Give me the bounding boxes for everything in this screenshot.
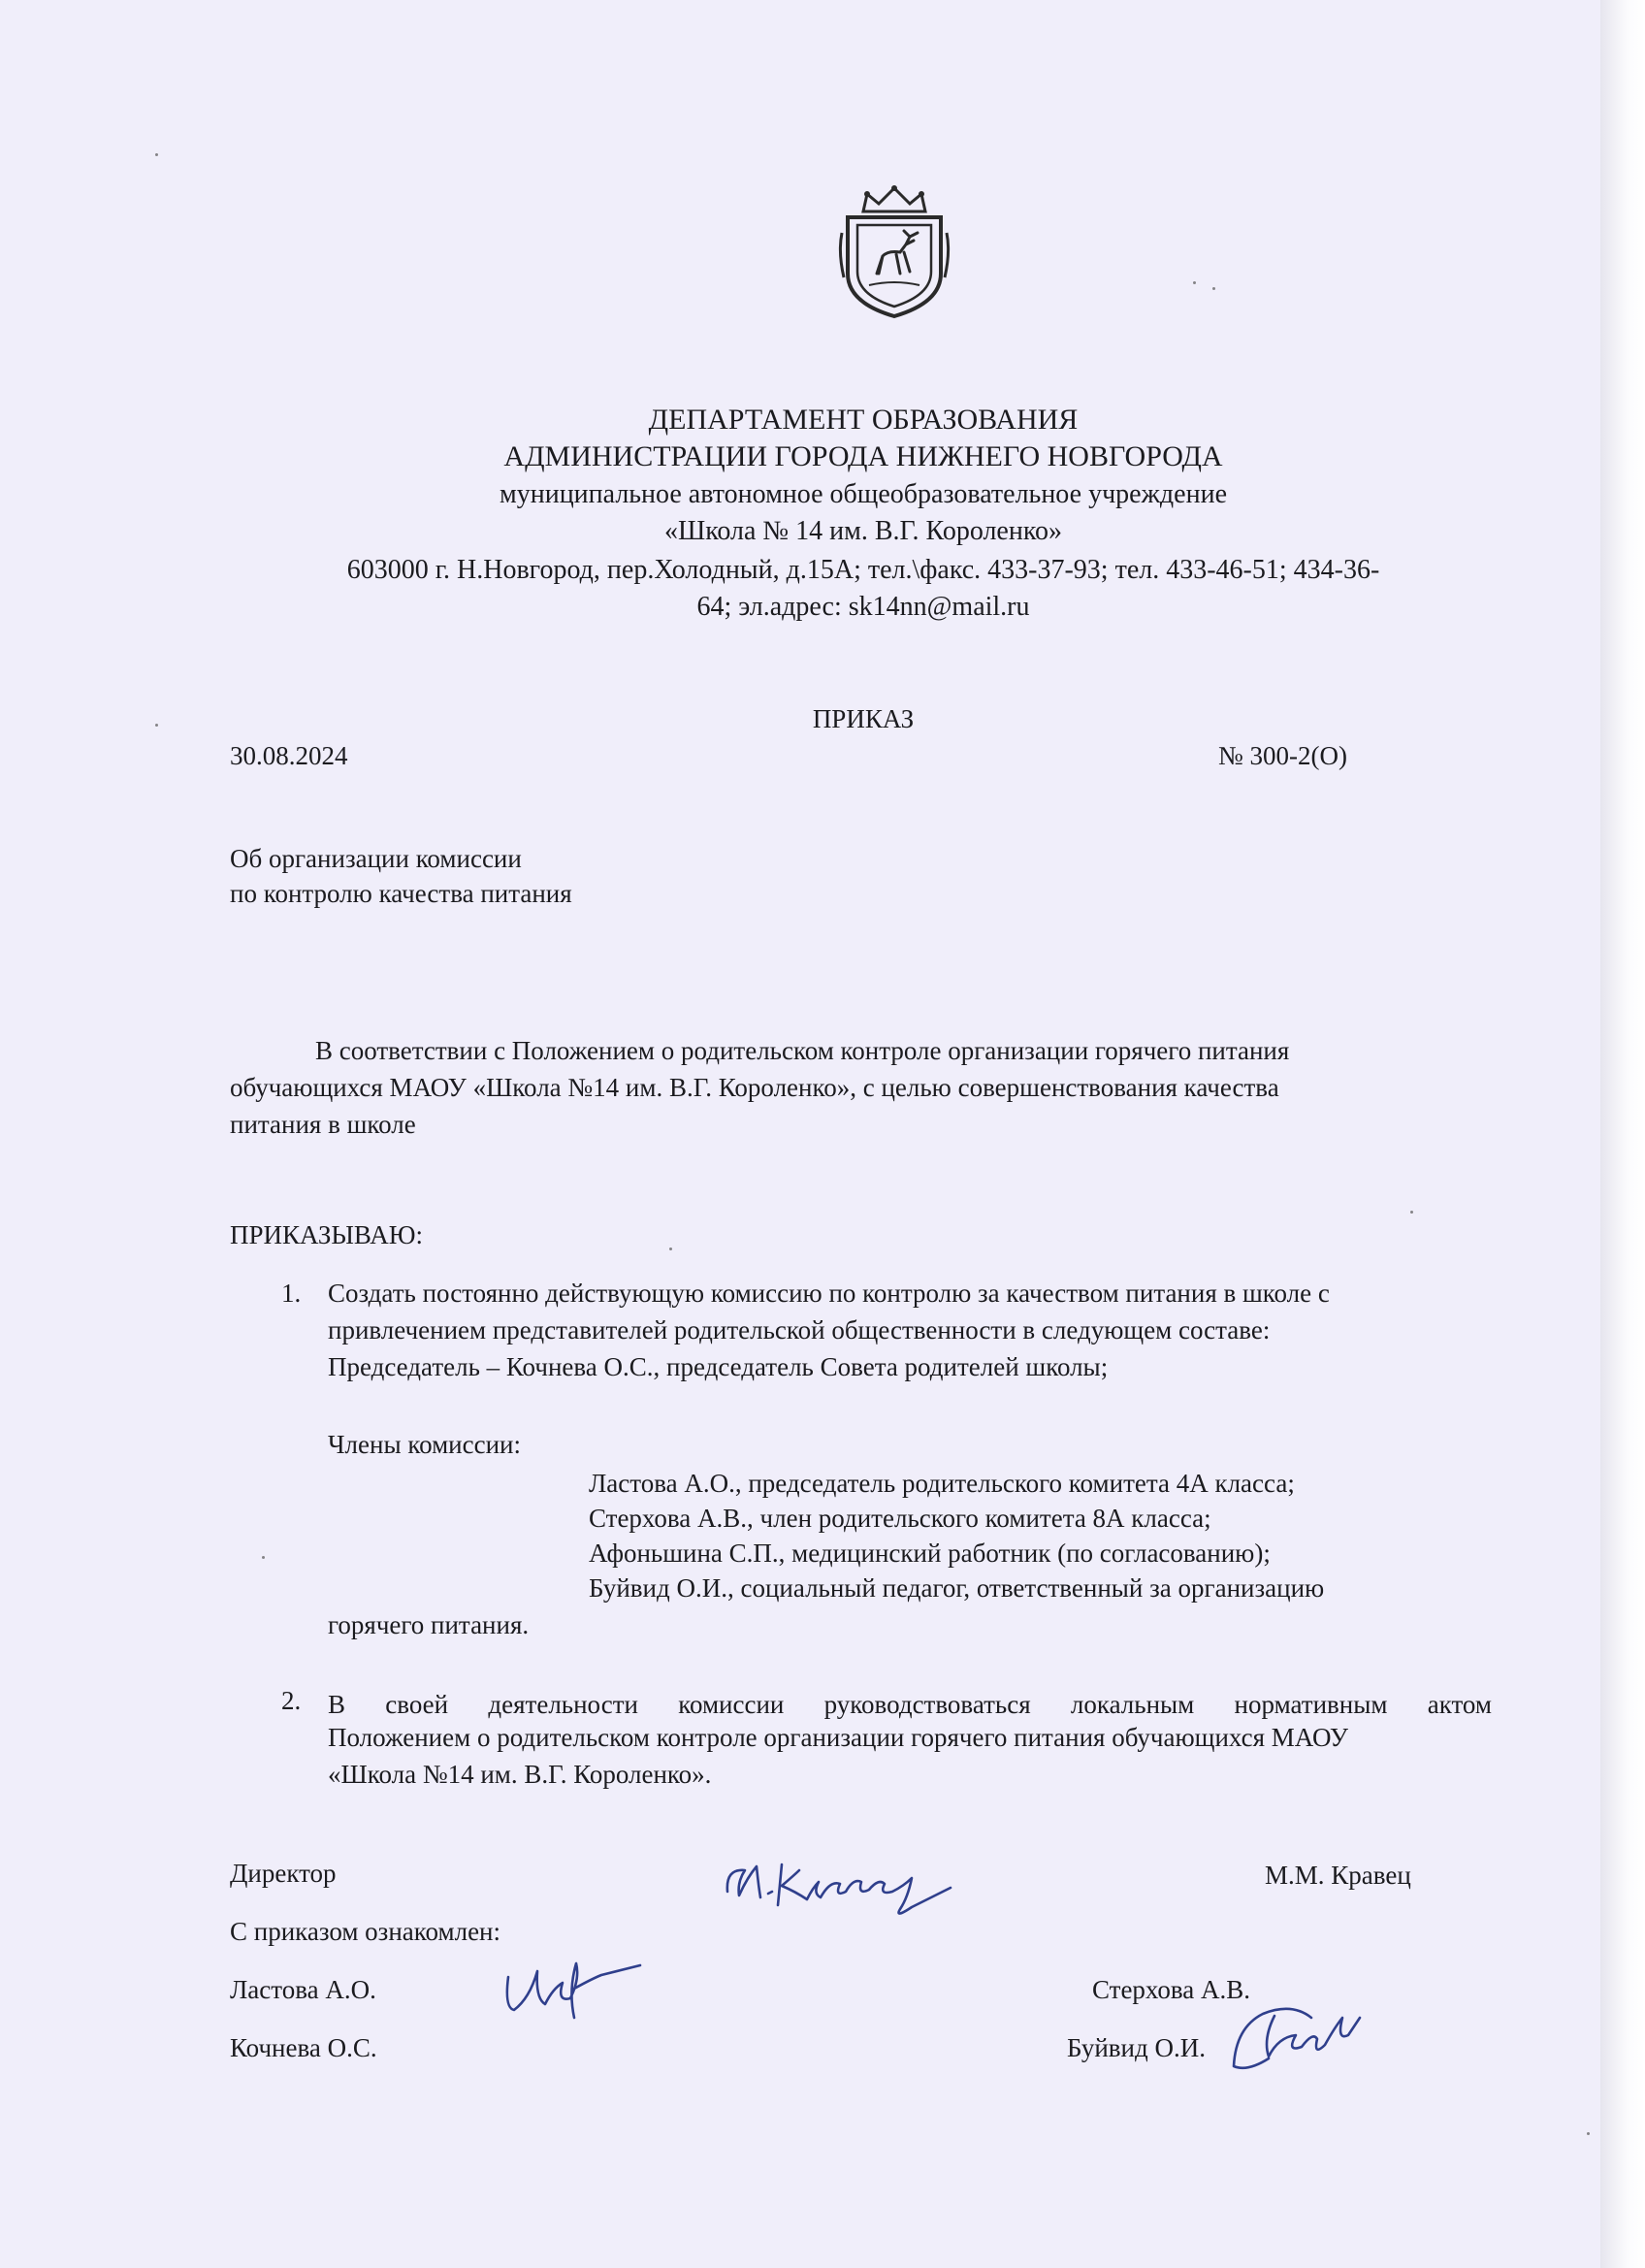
preamble-line-3: питания в школе: [230, 1110, 416, 1139]
item-2-line-1: В своей деятельности комиссии руководствоваться локальным нормативным актом: [328, 1690, 1492, 1719]
member-1: Ластова А.О., председатель родительского комитета 4А класса;: [589, 1469, 1295, 1498]
administration-title: АДМИНИСТРАЦИИ ГОРОДА НИЖНЕГО НОВГОРОДА: [503, 440, 1223, 472]
person-buyvid: Буйвид О.И.: [1067, 2033, 1206, 2062]
item-1-chairman: Председатель – Кочнева О.С., председатель Совета родителей школы;: [328, 1352, 1109, 1381]
item-1-line-2: привлечением представителей родительской общественности в следующем составе:: [328, 1315, 1271, 1345]
scan-speck: [1212, 287, 1215, 290]
address-contacts-cont: 64; эл.адрес: sk14nn@mail.ru: [696, 592, 1030, 622]
subject-line-2: по контролю качества питания: [230, 879, 572, 908]
members-label: Члены комиссии:: [328, 1430, 521, 1459]
member-2: Стерхова А.В., член родительского комитета 8А класса;: [589, 1504, 1211, 1533]
department-title: ДЕПАРТАМЕНТ ОБРАЗОВАНИЯ: [648, 404, 1079, 436]
scan-speck: [669, 1247, 672, 1250]
member-4-continued: горячего питания.: [328, 1610, 530, 1639]
subject-line-1: Об организации комиссии: [230, 844, 522, 873]
item-1-number: 1.: [281, 1279, 302, 1308]
person-lastova: Ластова А.О.: [230, 1975, 376, 2004]
address-contacts: 603000 г. Н.Новгород, пер.Холодный, д.15А; тел.\факс. 433-37-93; тел. 433-46-51; 434-36-: [346, 555, 1380, 585]
member-4: Буйвид О.И., социальный педагог, ответственный за организацию: [589, 1573, 1325, 1603]
institution-type: муниципальное автономное общеобразовательное учреждение: [500, 479, 1227, 509]
item-1-line-1: Создать постоянно действующую комиссию по контролю за качеством питания в школе с: [328, 1279, 1330, 1308]
director-name: М.М. Кравец: [1265, 1861, 1411, 1890]
person-kochneva: Кочнева О.С.: [230, 2033, 377, 2062]
member-3: Афоньшина С.П., медицинский работник (по согласованию);: [589, 1539, 1271, 1568]
scan-speck: [1193, 281, 1196, 284]
lastova-signature: [495, 1950, 650, 2037]
scan-speck: [1410, 1211, 1413, 1214]
item-2-line-2: Положением о родительском контроле организации горячего питания обучающихся МАОУ: [328, 1723, 1349, 1752]
item-2-line-3: «Школа №14 им. В.Г. Короленко».: [328, 1760, 712, 1789]
preamble-line-1: В соответствии с Положением о родительском контроле организации горячего питания: [315, 1036, 1290, 1065]
scan-speck: [262, 1556, 265, 1559]
decree-heading: ПРИКАЗЫВАЮ:: [230, 1220, 423, 1249]
director-signature: [718, 1849, 970, 1927]
order-number: № 300-2(О): [1218, 741, 1347, 770]
acquainted-label: С приказом ознакомлен:: [230, 1917, 501, 1946]
order-date: 30.08.2024: [230, 741, 348, 770]
school-name: «Школа № 14 им. В.Г. Короленко»: [663, 516, 1063, 546]
person-sterkhova: Стерхова А.В.: [1092, 1975, 1251, 2004]
preamble-line-2: обучающихся МАОУ «Школа №14 им. В.Г. Короленко», с целью совершенствования качества: [230, 1073, 1279, 1102]
item-2-number: 2.: [281, 1686, 302, 1715]
scan-speck: [1587, 2132, 1590, 2135]
scan-speck: [155, 153, 158, 156]
coat-of-arms-emblem: [834, 184, 954, 320]
scanner-edge: [1600, 0, 1645, 2268]
order-title: ПРИКАЗ: [812, 704, 915, 733]
director-title: Директор: [230, 1859, 337, 1888]
scan-speck: [155, 724, 158, 727]
buyvid-signature: [1224, 1989, 1370, 2086]
